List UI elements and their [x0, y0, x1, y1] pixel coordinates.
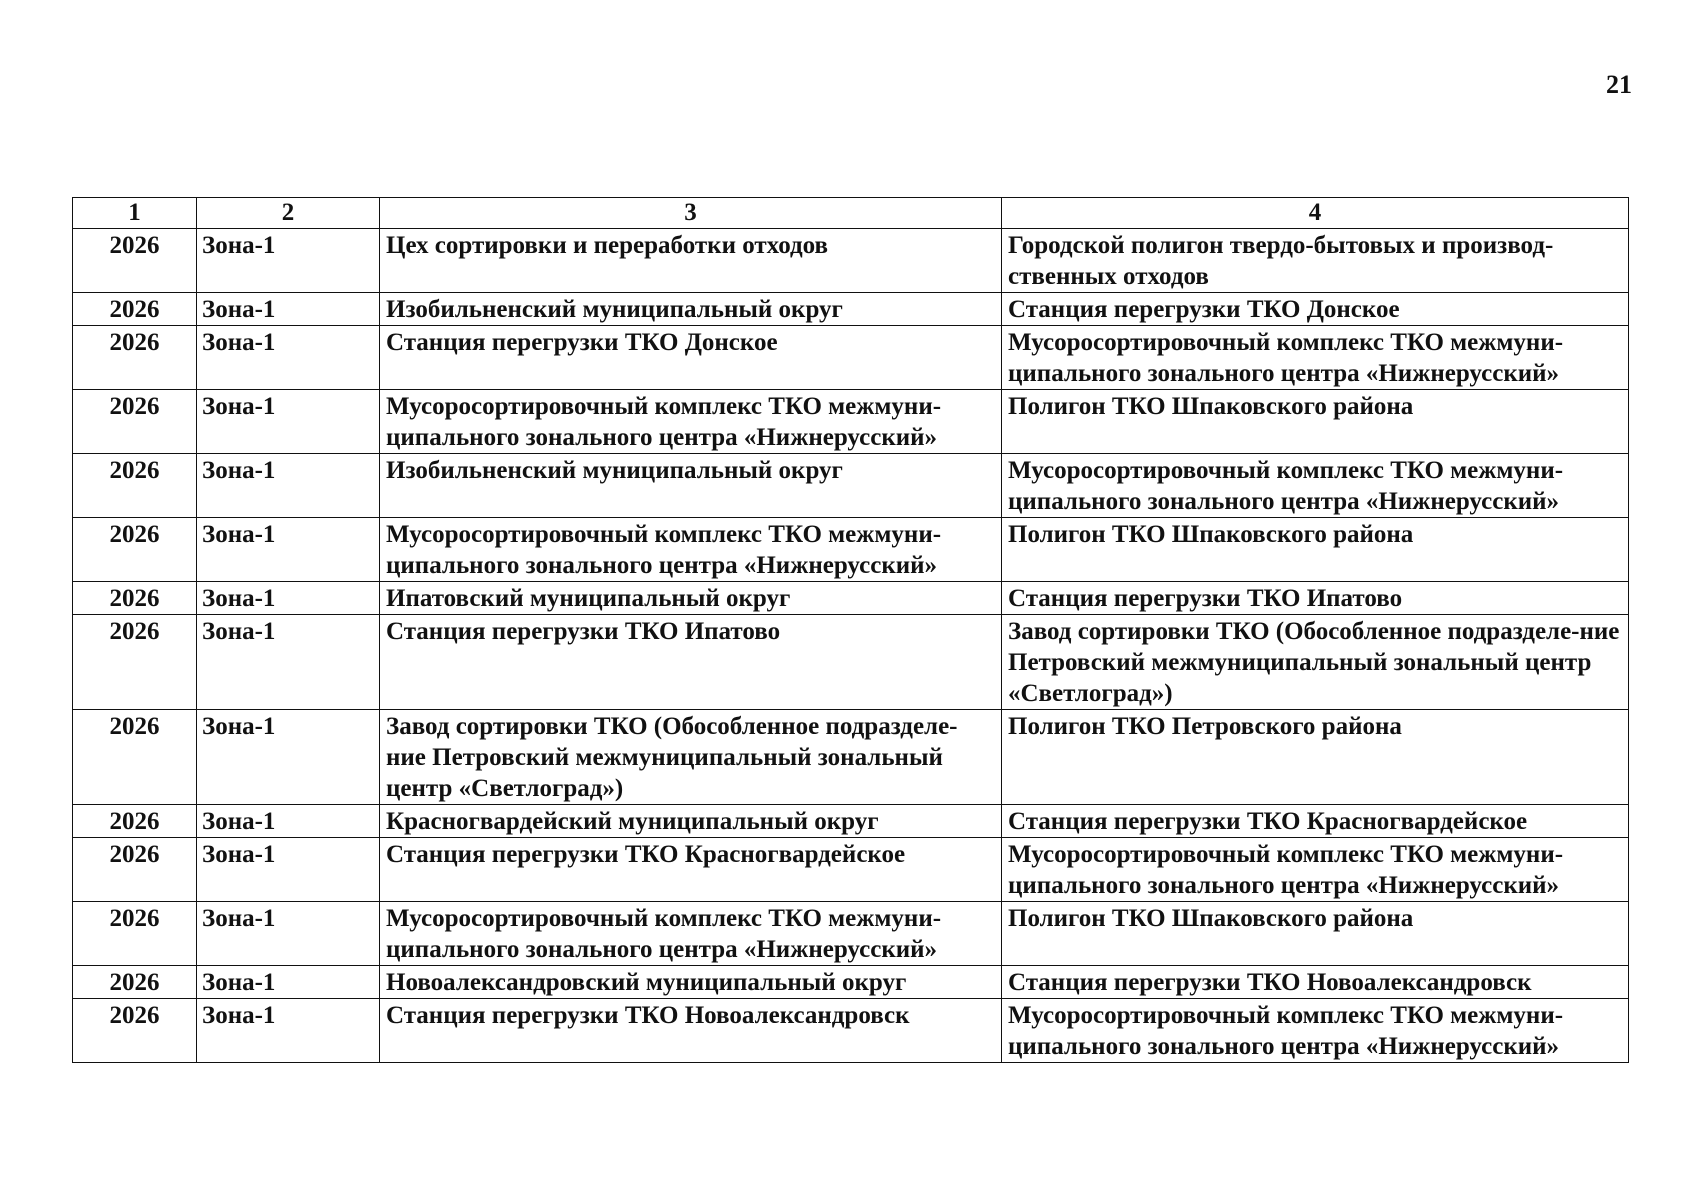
zone-cell: Зона-1: [197, 229, 380, 293]
destination-cell: Станция перегрузки ТКО Донское: [1002, 293, 1629, 326]
source-cell: Станция перегрузки ТКО Новоалександровск: [380, 999, 1002, 1063]
year-cell: 2026: [73, 518, 197, 582]
page-number: 21: [1606, 70, 1632, 99]
zone-cell: Зона-1: [197, 615, 380, 710]
year-cell: 2026: [73, 902, 197, 966]
destination-cell: Мусоросортировочный комплекс ТКО межмуни-ципального зонального центра «Нижнерусский»: [1002, 454, 1629, 518]
source-cell: Мусоросортировочный комплекс ТКО межмуни-ципального зонального центра «Нижнерусский»: [380, 390, 1002, 454]
zone-cell: Зона-1: [197, 838, 380, 902]
zone-cell: Зона-1: [197, 805, 380, 838]
year-cell: 2026: [73, 805, 197, 838]
destination-cell: Станция перегрузки ТКО Красногвардейское: [1002, 805, 1629, 838]
zone-cell: Зона-1: [197, 966, 380, 999]
source-cell: Станция перегрузки ТКО Ипатово: [380, 615, 1002, 710]
table-row: [73, 838, 1629, 902]
table-row: [73, 293, 1629, 326]
source-cell: Мусоросортировочный комплекс ТКО межмуни-ципального зонального центра «Нижнерусский»: [380, 902, 1002, 966]
source-cell: Мусоросортировочный комплекс ТКО межмуни-ципального зонального центра «Нижнерусский»: [380, 518, 1002, 582]
table-body: [73, 229, 1629, 1063]
destination-cell: Городской полигон твердо-бытовых и производ-ственных отходов: [1002, 229, 1629, 293]
source-cell: Красногвардейский муниципальный округ: [380, 805, 1002, 838]
destination-cell: Станция перегрузки ТКО Ипатово: [1002, 582, 1629, 615]
source-cell: Ипатовский муниципальный округ: [380, 582, 1002, 615]
destination-cell: Мусоросортировочный комплекс ТКО межмуни-ципального зонального центра «Нижнерусский»: [1002, 999, 1629, 1063]
table-row: [73, 615, 1629, 710]
year-cell: 2026: [73, 966, 197, 999]
source-cell: Станция перегрузки ТКО Красногвардейское: [380, 838, 1002, 902]
year-cell: 2026: [73, 390, 197, 454]
destination-cell: Полигон ТКО Шпаковского района: [1002, 902, 1629, 966]
source-cell: Изобильненский муниципальный округ: [380, 454, 1002, 518]
table-row: [73, 518, 1629, 582]
zone-cell: Зона-1: [197, 582, 380, 615]
table-row: [73, 999, 1629, 1063]
table-row: [73, 805, 1629, 838]
zone-cell: Зона-1: [197, 710, 380, 805]
year-cell: 2026: [73, 582, 197, 615]
zone-cell: Зона-1: [197, 999, 380, 1063]
table-row: [73, 229, 1629, 293]
waste-routes-table: [72, 197, 1629, 1063]
year-cell: 2026: [73, 999, 197, 1063]
year-cell: 2026: [73, 454, 197, 518]
zone-cell: Зона-1: [197, 293, 380, 326]
year-cell: 2026: [73, 326, 197, 390]
table-header-row: [73, 198, 1629, 229]
column-header-3: 3: [380, 198, 1002, 229]
year-cell: 2026: [73, 615, 197, 710]
table-row: [73, 966, 1629, 999]
destination-cell: Мусоросортировочный комплекс ТКО межмуни-ципального зонального центра «Нижнерусский»: [1002, 838, 1629, 902]
destination-cell: Мусоросортировочный комплекс ТКО межмуни-ципального зонального центра «Нижнерусский»: [1002, 326, 1629, 390]
column-header-4: 4: [1002, 198, 1629, 229]
column-header-1: 1: [73, 198, 197, 229]
zone-cell: Зона-1: [197, 902, 380, 966]
destination-cell: Полигон ТКО Шпаковского района: [1002, 390, 1629, 454]
table-row: [73, 390, 1629, 454]
table-row: [73, 582, 1629, 615]
source-cell: Изобильненский муниципальный округ: [380, 293, 1002, 326]
year-cell: 2026: [73, 838, 197, 902]
table-row: [73, 902, 1629, 966]
table-row: [73, 326, 1629, 390]
zone-cell: Зона-1: [197, 518, 380, 582]
year-cell: 2026: [73, 293, 197, 326]
column-header-2: 2: [197, 198, 380, 229]
source-cell: Станция перегрузки ТКО Донское: [380, 326, 1002, 390]
year-cell: 2026: [73, 710, 197, 805]
zone-cell: Зона-1: [197, 390, 380, 454]
destination-cell: Полигон ТКО Шпаковского района: [1002, 518, 1629, 582]
zone-cell: Зона-1: [197, 326, 380, 390]
destination-cell: Станция перегрузки ТКО Новоалександровск: [1002, 966, 1629, 999]
source-cell: Завод сортировки ТКО (Обособленное подразделе-ние Петровский межмуниципальный зональный центр «Светлоград»): [380, 710, 1002, 805]
destination-cell: Завод сортировки ТКО (Обособленное подразделе-ние Петровский межмуниципальный зональный центр «Светлоград»): [1002, 615, 1629, 710]
source-cell: Цех сортировки и переработки отходов: [380, 229, 1002, 293]
destination-cell: Полигон ТКО Петровского района: [1002, 710, 1629, 805]
year-cell: 2026: [73, 229, 197, 293]
table-row: [73, 454, 1629, 518]
zone-cell: Зона-1: [197, 454, 380, 518]
table-row: [73, 710, 1629, 805]
source-cell: Новоалександровский муниципальный округ: [380, 966, 1002, 999]
